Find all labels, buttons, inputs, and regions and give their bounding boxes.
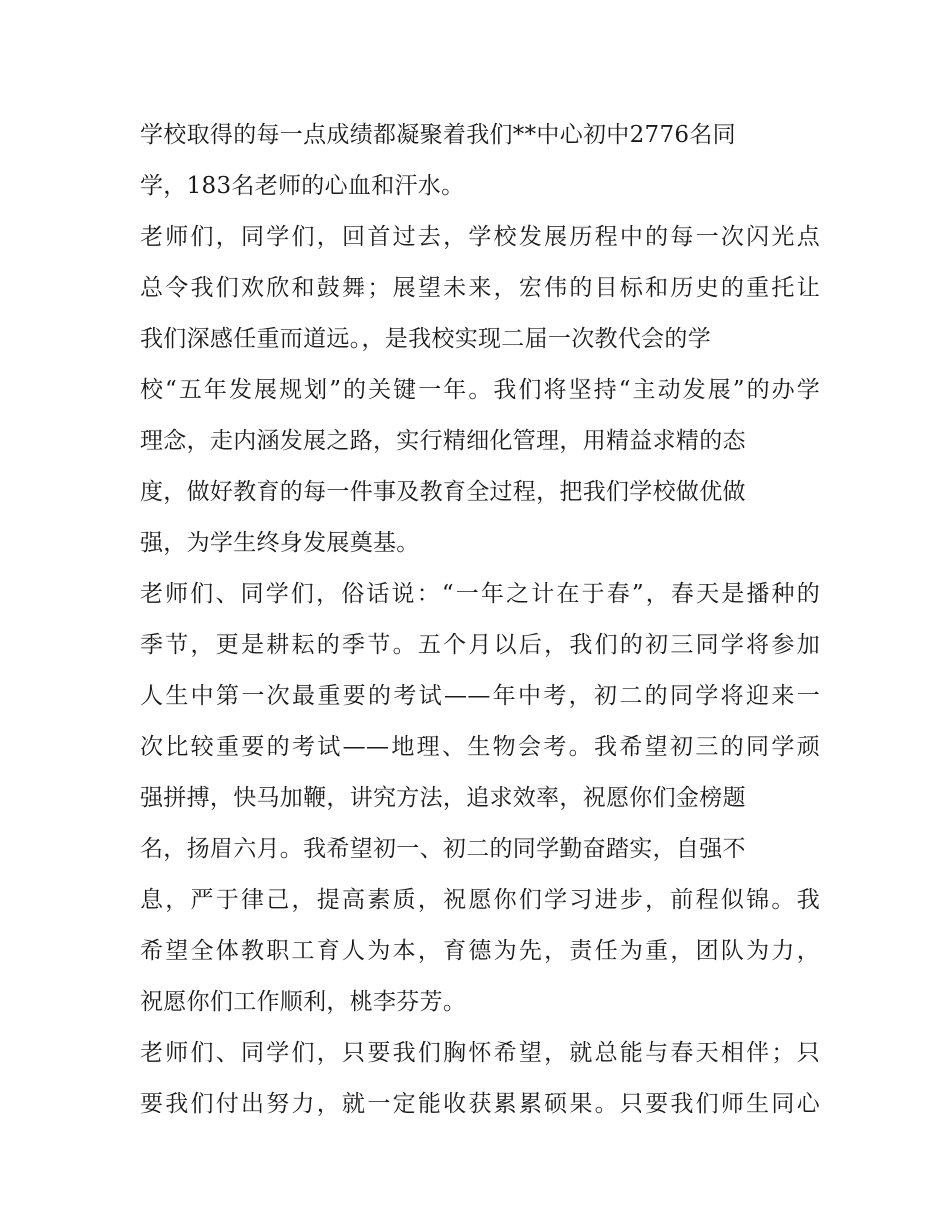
text-line: 老师们、同学们，俗话说：“一年之计在于春”，春天是播种的 xyxy=(140,581,820,607)
text-line: 我们深感任重而道远。，是我校实现二届一次教代会的学 xyxy=(140,326,711,352)
text-line: 人生中第一次最重要的考试——年中考，初二的同学将迎来一 xyxy=(140,683,820,709)
text-line: 希望全体教职工育人为本，育德为先，责任为重，团队为力， xyxy=(140,938,820,964)
text-line: 要我们付出努力，就一定能收获累累硕果。只要我们师生同心 xyxy=(140,1091,820,1117)
text-line: 校“五年发展规划”的关键一年。我们将坚持“主动发展”的办学 xyxy=(140,377,820,403)
text-line: 学，183名老师的心血和汗水。 xyxy=(140,173,465,199)
text-line: 强拼搏，快马加鞭，讲究方法，追求效率，祝愿你们金榜题 xyxy=(140,785,746,811)
text-line: 息，严于律己，提高素质，祝愿你们学习进步，前程似锦。我 xyxy=(140,887,820,913)
text-line: 老师们，同学们，回首过去，学校发展历程中的每一次闪光点 xyxy=(140,224,820,250)
text-line: 次比较重要的考试——地理、生物会考。我希望初三的同学顽 xyxy=(140,734,820,760)
text-line: 总令我们欢欣和鼓舞；展望未来，宏伟的目标和历史的重托让 xyxy=(140,275,820,301)
text-line: 强，为学生终身发展奠基。 xyxy=(140,530,420,556)
text-line: 祝愿你们工作顺利，桃李芬芳。 xyxy=(140,989,467,1015)
text-line: 度，做好教育的每一件事及教育全过程，把我们学校做优做 xyxy=(140,479,746,505)
text-line: 学校取得的每一点成绩都凝聚着我们**中心初中2776名同 xyxy=(140,122,736,148)
text-line: 名，扬眉六月。我希望初一、初二的同学勤奋踏实，自强不 xyxy=(140,836,746,862)
text-line: 理念，走内涵发展之路，实行精细化管理，用精益求精的态 xyxy=(140,428,746,454)
text-line: 老师们、同学们，只要我们胸怀希望，就总能与春天相伴；只 xyxy=(140,1040,820,1066)
document-body xyxy=(140,110,820,1130)
text-line: 季节，更是耕耘的季节。五个月以后，我们的初三同学将参加 xyxy=(140,632,820,658)
